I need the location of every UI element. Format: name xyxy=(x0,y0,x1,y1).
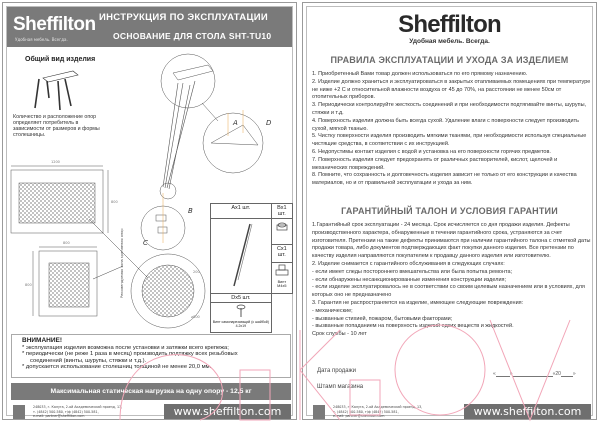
part-b-cell xyxy=(271,219,292,245)
part-c-header: Cx1 шт. xyxy=(271,245,292,263)
square-tabletop-diagram xyxy=(25,241,97,316)
instruction-title: ИНСТРУКЦИЯ ПО ЭКСПЛУАТАЦИИ xyxy=(99,12,268,23)
leg-icon xyxy=(226,220,256,290)
max-load-banner: Максимальная статическая нагрузка на одну опору - 12,5 кг xyxy=(11,383,291,400)
phone-line: т. (4842) 500-580, т/ф (4842) 500-581, xyxy=(333,409,399,414)
brand-tagline: Удобная мебель. Всегда. xyxy=(409,38,490,45)
part-a-cell xyxy=(211,219,272,294)
instruction-page xyxy=(2,2,297,420)
footer-address xyxy=(333,405,422,419)
part-c-note: Винт M4x5 xyxy=(277,279,287,288)
svg-text:Рекомендуемая зона крепления о: Рекомендуемая зона крепления опор xyxy=(120,228,124,298)
warranty-title: ГАРАНТИЙНЫЙ ТАЛОН И УСЛОВИЯ ГАРАНТИИ xyxy=(341,206,558,216)
year-blank[interactable] xyxy=(561,376,573,377)
rule-item: 4. Поверхность изделия должна быть всегда сухой. Удаление влаги с поверхности следует производить сухой, мягкой тканью. xyxy=(312,117,579,132)
brand-logo: Sheffilton xyxy=(13,14,96,35)
part-d-header: Dx5 шт. xyxy=(211,294,272,303)
svg-text:800: 800 xyxy=(25,283,32,287)
footer-address xyxy=(33,405,122,419)
address-line: 248033, г. Калуга, 2-ой Академический проезд, 13, xyxy=(333,405,423,409)
attention-item: * допускается использование столешниц толщиной не менее 20,0 мм. xyxy=(22,364,212,371)
warranty-page xyxy=(302,2,597,420)
rules-title: ПРАВИЛА ЭКСПЛУАТАЦИИ И УХОДА ЗА ИЗДЕЛИЕМ xyxy=(330,55,569,65)
sale-date-label: Дата продажи xyxy=(317,368,356,374)
warranty-item: - если изделие эксплуатировалось не в соответствии со своим целевым назначением или в условиях, для которых оно не предназначено xyxy=(312,284,585,299)
website-link[interactable]: www.sheffilton.com xyxy=(164,404,291,419)
svg-text:D: D xyxy=(266,119,272,127)
rule-item: 5. Чистку поверхности изделия производить мягкими тканями, при необходимости используя специальные чистящие средства, в соответствии с их инструкцией. xyxy=(312,133,587,148)
round-tabletop-diagram xyxy=(131,254,205,328)
warranty-item: 2. Изделие снимается с гарантийного обслуживания в следующих случаях: xyxy=(312,260,505,267)
general-view-title: Общий вид изделия xyxy=(25,56,96,63)
warranty-list xyxy=(312,222,592,339)
attention-item: * периодически (не реже 1 раза в месяц) производить подтяжку всех резьбовых xyxy=(22,351,238,358)
month-blank[interactable] xyxy=(513,376,553,377)
email-line: e-mail: partner@sheffilton.com xyxy=(333,414,385,418)
year-close-quote: » xyxy=(572,371,576,377)
part-b-header: Bx1 шт. xyxy=(271,204,292,219)
warranty-item: - если имеет следы постороннего вмешательства или была попытка ремонта; xyxy=(312,268,513,275)
right-footer xyxy=(311,403,591,420)
rule-item: 8. Помните, что сохранность и долговечность изделия зависит не только от его конструкции и качества материалов, но и от правильной эксплуатации и ухода за ним. xyxy=(312,172,577,187)
part-d-cell xyxy=(211,303,272,333)
attention-item: * эксплуатация изделия возможна после установки и затяжки всего крепежа; xyxy=(22,344,229,351)
brand-tagline: Удобная мебель. Всегда. xyxy=(15,37,68,42)
brand-logo: Sheffilton xyxy=(398,11,501,38)
svg-text:800: 800 xyxy=(63,241,70,245)
svg-text:B: B xyxy=(188,207,193,215)
parts-table xyxy=(210,203,293,333)
general-view-note: Количество и расположение опор определяет потребитель в зависимости от размеров и формы столешницы. xyxy=(13,114,100,138)
footer-logo-block xyxy=(313,405,325,419)
svg-text:C: C xyxy=(143,239,148,247)
svg-text:200: 200 xyxy=(193,270,200,274)
attention-title: ВНИМАНИЕ! xyxy=(22,337,63,344)
svg-text:⌀800: ⌀800 xyxy=(191,315,200,319)
self-tapping-screw-icon xyxy=(235,304,247,318)
address-line: 248033, г. Калуга, 2-ой Академический проезд, 13, xyxy=(33,405,123,409)
phone-line: т. (4842) 500-580, т/ф (4842) 500-581, xyxy=(33,409,99,414)
foot-detail xyxy=(141,183,193,250)
cap-icon xyxy=(274,220,290,234)
sale-date-field[interactable] xyxy=(493,371,576,377)
rule-item: 7. Поверхность изделия следует предохранять от различных растворителей, кислот, щелочей и механических повреждений. xyxy=(312,156,558,171)
svg-text:A: A xyxy=(233,119,238,127)
service-life: Срок службы - 10 лет xyxy=(312,331,367,338)
website-link[interactable]: www.sheffilton.com xyxy=(464,404,591,419)
email-line: e-mail: partner@sheffilton.com xyxy=(33,414,85,418)
day-blank[interactable] xyxy=(496,376,510,377)
rect-tabletop-diagram xyxy=(11,160,118,233)
warranty-item: - если обнаружены несанкционированные изменения конструкции изделия; xyxy=(312,276,507,283)
product-title: ОСНОВАНИЕ ДЛЯ СТОЛА SHT-TU10 xyxy=(113,31,272,41)
rule-item: 2. Изделие должно храниться и эксплуатироваться в закрытых отапливаемых помещениях при температуре не ниже +2 С и относительной влажности воздуха от 45 до 70%, на расстоянии не менее 50см от отопительных приборов. xyxy=(312,78,591,101)
warranty-item: 3. Гарантия не распространяется на изделие, имеющее следующие повреждения: xyxy=(312,299,524,306)
svg-text:1200: 1200 xyxy=(51,160,60,164)
leg-drawing xyxy=(163,81,195,189)
store-stamp-label: Штамп магазина xyxy=(317,384,364,390)
part-c-cell xyxy=(271,262,292,294)
year-prefix: «20 xyxy=(552,371,561,377)
warranty-item: 1.Гарантийный срок эксплуатации - 24 месяца. Срок исчисляется со дня продажи изделия. Дефекты производственного характера, обнаруженные в течении гарантийного срока, устраняются за счет изготовителя. Претензии на такие дефекты принимаются при наличии гарантийного талона с отметкой даты продажи товара, либо документов подтверждающих факт покупки данного изделия. Все претензии по качеству изделия направляются покупателем к продавцу данного изделия или изготовителю. xyxy=(312,222,591,260)
attention-box xyxy=(11,334,291,378)
rule-item: 6. Недопустимы контакт изделия с водой и установка на его поверхности горячих предметов. xyxy=(312,148,551,155)
attention-item: соединений (винты, шурупы, стяжки и т.д.). xyxy=(30,357,147,364)
svg-text:800: 800 xyxy=(111,200,118,204)
day-open-quote: « xyxy=(493,371,496,377)
rule-item: 1. Приобретенный Вами товар должен использоваться по его прямому назначению. xyxy=(312,71,528,77)
footer-logo-block xyxy=(13,405,25,419)
left-footer xyxy=(11,403,291,420)
warranty-item: - механические; xyxy=(312,307,353,314)
warranty-item: - вызванные стихией, пожаром, бытовыми факторами; xyxy=(312,315,453,322)
general-view-illustration xyxy=(35,71,78,110)
part-d-note: Винт самонарезающий (с шайбой) 4.2x19 xyxy=(212,320,269,328)
rule-item: 3. Периодически контролируйте жесткость соединений и при необходимости подтягивайте винты, шурупы, стяжки и т.д. xyxy=(312,102,587,116)
screw-m4-icon xyxy=(274,264,290,278)
part-a-header: Ax1 шт. xyxy=(211,204,272,219)
day-close-quote: » xyxy=(509,371,513,377)
warranty-item: - вызванные попаданием на поверхность изделий едких веществ и жидкостей. xyxy=(312,323,514,330)
rules-list xyxy=(312,71,592,188)
